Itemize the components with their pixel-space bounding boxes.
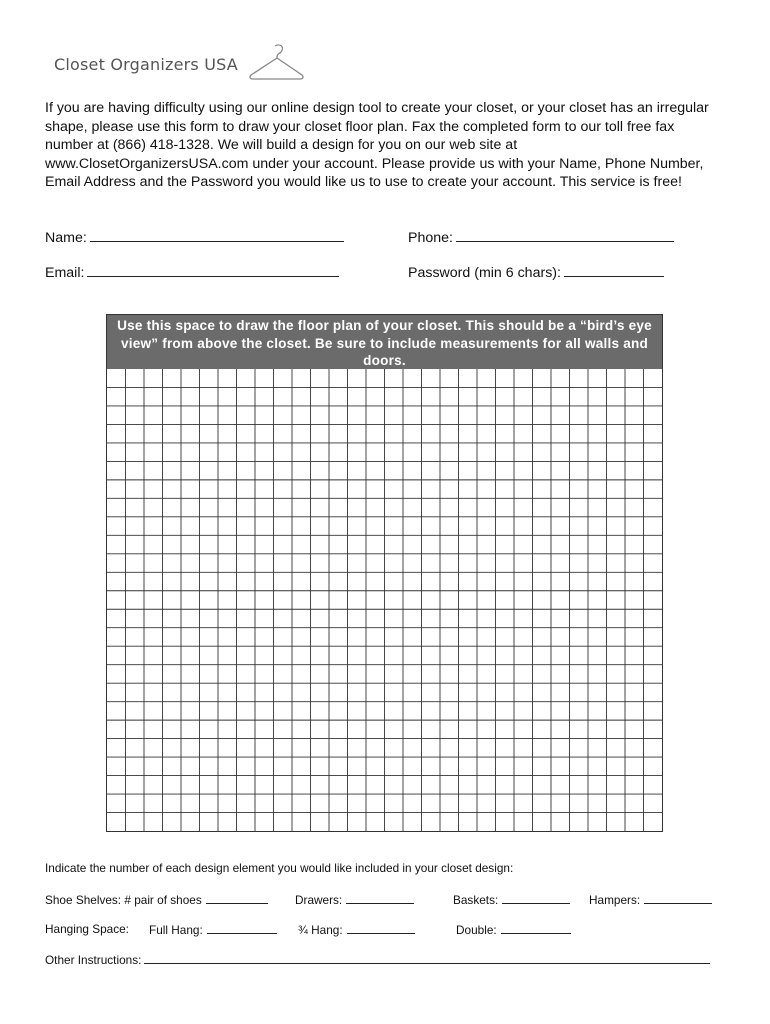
hampers-input-line[interactable] [644, 892, 712, 904]
other-instructions-field[interactable] [45, 952, 710, 967]
name-label: Name: [45, 230, 87, 246]
hanging-space-label: Hanging Space: [45, 922, 129, 936]
drawers-input-line[interactable] [346, 892, 414, 904]
shoe-shelves-input-line[interactable] [206, 892, 268, 904]
baskets-label: Baskets: [453, 893, 499, 907]
phone-label: Phone: [408, 230, 453, 246]
three-quarter-hang-label: ¾ Hang: [298, 923, 343, 937]
password-input-line[interactable] [564, 262, 664, 277]
three-quarter-hang-field[interactable] [298, 922, 415, 937]
drawing-grid[interactable] [107, 369, 662, 831]
drawers-field[interactable] [295, 892, 414, 907]
double-field[interactable] [456, 922, 571, 937]
baskets-input-line[interactable] [502, 892, 570, 904]
full-hang-field[interactable] [149, 922, 277, 937]
double-label: Double: [456, 923, 497, 937]
hanger-icon [248, 44, 306, 82]
password-label: Password (min 6 chars): [408, 265, 561, 281]
full-hang-label: Full Hang: [149, 923, 203, 937]
baskets-field[interactable] [453, 892, 570, 907]
double-input-line[interactable] [501, 922, 571, 934]
company-name: Closet Organizers USA [54, 54, 238, 74]
other-instructions-label: Other Instructions: [45, 953, 142, 967]
floor-plan-area [106, 314, 663, 832]
email-input-line[interactable] [87, 262, 339, 277]
full-hang-input-line[interactable] [207, 922, 277, 934]
company-logo [54, 42, 238, 86]
intro-paragraph: If you are having difficulty using our online design tool to create your closet, or your closet has an irregular shape, please use this form to draw your closet floor plan. Fax the completed form to our toll free fax number at (866) 418-1328. We will build a design for you on our web site at www.ClosetOrganizersUSA.com under your account. Please provide us with your Name, Phone Number, Email Address and the Password you would like us to use to create your account. This service is free! [45, 100, 709, 191]
phone-field[interactable] [408, 227, 674, 246]
name-input-line[interactable] [90, 227, 344, 242]
phone-input-line[interactable] [456, 227, 674, 242]
shoe-shelves-label: Shoe Shelves: # pair of shoes [45, 893, 202, 907]
hampers-label: Hampers: [589, 893, 641, 907]
design-elements-prompt: Indicate the number of each design element you would like included in your closet design: [45, 861, 514, 875]
drawers-label: Drawers: [295, 893, 343, 907]
floor-plan-instructions: Use this space to draw the floor plan of your closet. This should be a “bird’s eye view” from above the closet. Be sure to include measurements for all walls and doors. [107, 315, 662, 369]
hampers-field[interactable] [589, 892, 712, 907]
name-field[interactable] [45, 227, 344, 246]
password-field[interactable] [408, 262, 664, 281]
email-field[interactable] [45, 262, 339, 281]
three-quarter-hang-input-line[interactable] [347, 922, 415, 934]
other-instructions-input-line[interactable] [144, 952, 710, 964]
email-label: Email: [45, 265, 85, 281]
shoe-shelves-field[interactable] [45, 892, 268, 907]
